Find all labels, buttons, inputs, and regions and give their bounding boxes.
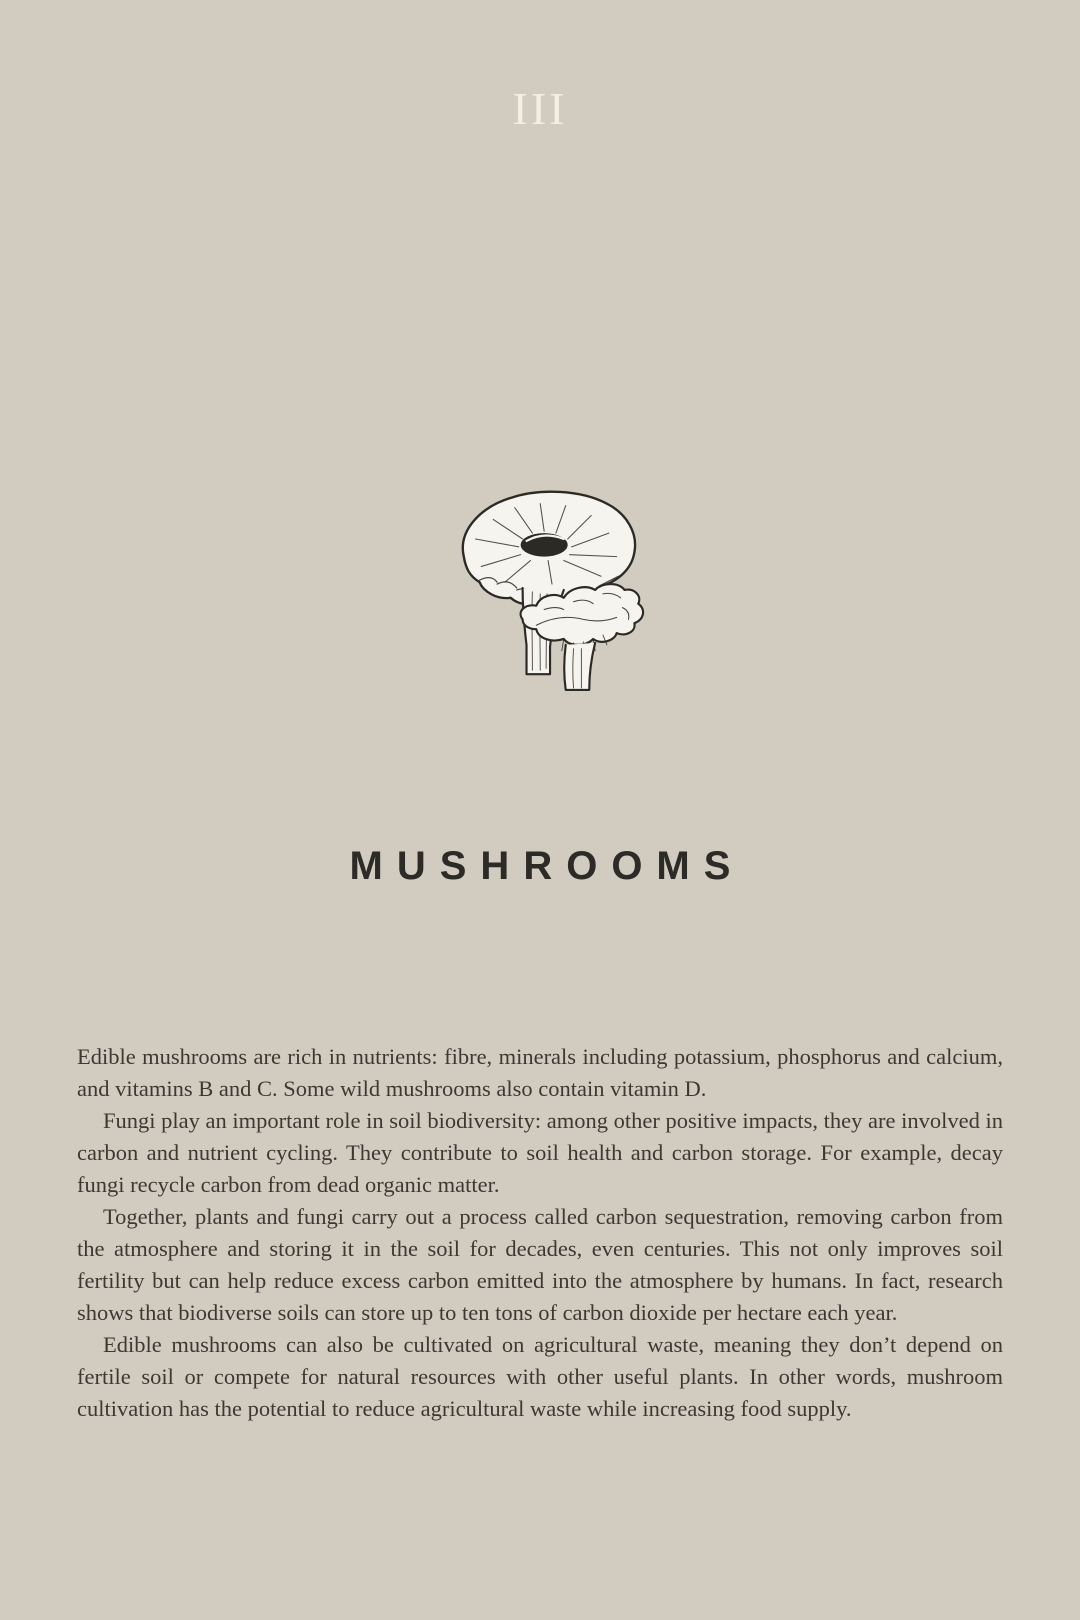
body-text	[0, 1041, 1080, 1425]
chanterelle-mushrooms-illustration	[0, 482, 1080, 693]
chapter-title: MUSHROOMS	[349, 844, 745, 888]
body-paragraph: Fungi play an important role in soil biodiversity: among other positive impacts, they are involved in carbon and nutrient cycling. They contribute to soil health and carbon storage. For example, decay fungi recycle carbon from dead organic matter.	[77, 1108, 1003, 1197]
mushroom-drawing-icon	[454, 482, 650, 693]
body-paragraph: Together, plants and fungi carry out a process called carbon sequestration, removing carbon from the atmosphere and storing it in the soil for decades, even centuries. This not only improves soil fertility but can help reduce excess carbon emitted into the atmosphere by humans. In fact, research shows that biodiverse soils can store up to ten tons of carbon dioxide per hectare each year.	[77, 1204, 1003, 1325]
body-paragraph: Edible mushrooms can also be cultivated on agricultural waste, meaning they don’t depend on fertile soil or compete for natural resources with other useful plants. In other words, mushroom cultivation has the potential to reduce agricultural waste while increasing food supply.	[77, 1332, 1003, 1421]
body-paragraph: Edible mushrooms are rich in nutrients: fibre, minerals including potassium, phosphorus and calcium, and vitamins B and C. Some wild mushrooms also contain vitamin D.	[77, 1044, 1003, 1101]
chapter-number: III	[512, 83, 568, 134]
